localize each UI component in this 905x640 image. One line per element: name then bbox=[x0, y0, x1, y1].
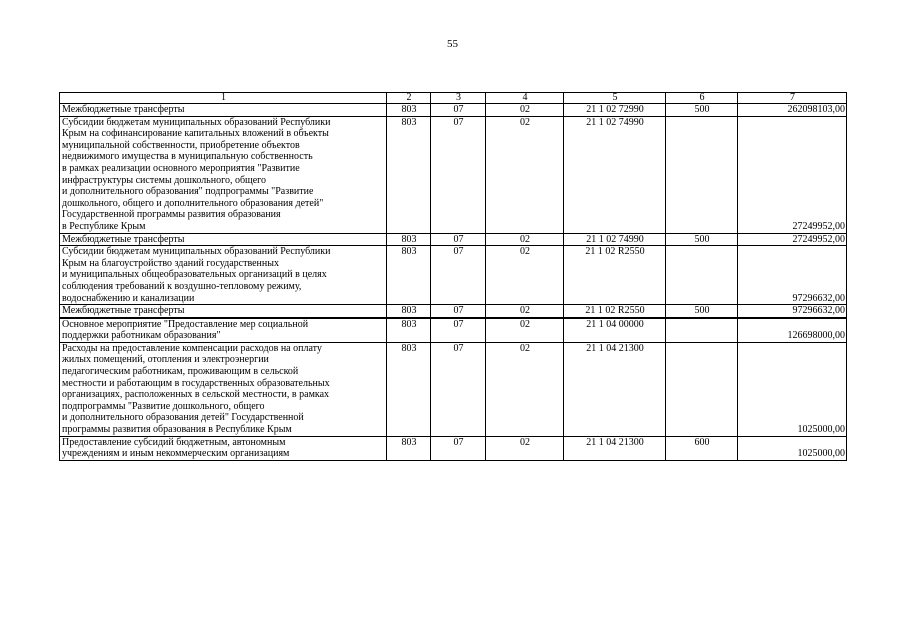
column-header: 3 bbox=[431, 93, 486, 104]
table-row bbox=[60, 116, 847, 233]
row-ministry: 803 bbox=[387, 246, 431, 305]
row-amount: 97296632,00 bbox=[738, 305, 847, 318]
row-name: Межбюджетные трансферты bbox=[60, 233, 387, 246]
table-row bbox=[60, 305, 847, 318]
row-subsection: 02 bbox=[486, 233, 564, 246]
column-header: 5 bbox=[564, 93, 666, 104]
row-type: 500 bbox=[666, 104, 738, 117]
row-amount: 126698000,00 bbox=[738, 318, 847, 343]
column-header: 6 bbox=[666, 93, 738, 104]
table-row bbox=[60, 318, 847, 343]
row-section: 07 bbox=[431, 342, 486, 436]
row-target: 21 1 02 74990 bbox=[564, 233, 666, 246]
row-subsection: 02 bbox=[486, 305, 564, 318]
row-subsection: 02 bbox=[486, 116, 564, 233]
row-target: 21 1 02 R2550 bbox=[564, 305, 666, 318]
row-type bbox=[666, 246, 738, 305]
row-subsection: 02 bbox=[486, 246, 564, 305]
row-amount: 27249952,00 bbox=[738, 233, 847, 246]
row-name: Субсидии бюджетам муниципальных образований Республики Крым на софинансирование капитальных вложений в объекты муниципальной собственности, приобретение объектов недвижимого имущества в муниципальную собственность в рамках реализации основного мероприятия "Развитие инфраструктуры системы дошкольного, общего и дополнительного образования" подпрограммы "Развитие дошкольного, общего и дополнительного образования детей" Государственной программы развития образования в Республике Крым bbox=[60, 116, 387, 233]
row-type bbox=[666, 342, 738, 436]
row-type: 500 bbox=[666, 233, 738, 246]
row-type: 600 bbox=[666, 436, 738, 460]
row-type bbox=[666, 116, 738, 233]
row-type bbox=[666, 318, 738, 343]
column-header: 2 bbox=[387, 93, 431, 104]
row-section: 07 bbox=[431, 318, 486, 343]
row-amount: 1025000,00 bbox=[738, 342, 847, 436]
table-row bbox=[60, 233, 847, 246]
row-amount: 97296632,00 bbox=[738, 246, 847, 305]
table-row bbox=[60, 342, 847, 436]
column-header: 4 bbox=[486, 93, 564, 104]
row-ministry: 803 bbox=[387, 116, 431, 233]
row-target: 21 1 04 21300 bbox=[564, 436, 666, 460]
page-number: 55 bbox=[447, 38, 458, 50]
row-section: 07 bbox=[431, 436, 486, 460]
row-section: 07 bbox=[431, 246, 486, 305]
row-name: Расходы на предоставление компенсации расходов на оплату жилых помещений, отопления и электроэнергии педагогическим работникам, проживающим в сельской местности и работающим в государственных образовательных организациях, расположенных в сельской местности, в рамках подпрограммы "Развитие дошкольного, общего и дополнительного образования детей" Государственной программы развития образования в Республике Крым bbox=[60, 342, 387, 436]
row-amount: 1025000,00 bbox=[738, 436, 847, 460]
row-section: 07 bbox=[431, 104, 486, 117]
row-name: Межбюджетные трансферты bbox=[60, 305, 387, 318]
row-ministry: 803 bbox=[387, 318, 431, 343]
row-name: Основное мероприятие "Предоставление мер социальной поддержки работникам образования" bbox=[60, 318, 387, 343]
row-ministry: 803 bbox=[387, 436, 431, 460]
row-section: 07 bbox=[431, 233, 486, 246]
row-ministry: 803 bbox=[387, 233, 431, 246]
row-amount: 262098103,00 bbox=[738, 104, 847, 117]
row-target: 21 1 02 R2550 bbox=[564, 246, 666, 305]
row-target: 21 1 04 00000 bbox=[564, 318, 666, 343]
table-header-row bbox=[60, 93, 847, 104]
row-target: 21 1 02 72990 bbox=[564, 104, 666, 117]
row-amount: 27249952,00 bbox=[738, 116, 847, 233]
row-subsection: 02 bbox=[486, 104, 564, 117]
row-type: 500 bbox=[666, 305, 738, 318]
row-subsection: 02 bbox=[486, 436, 564, 460]
column-header: 7 bbox=[738, 93, 847, 104]
row-name: Предоставление субсидий бюджетным, автономным учреждениям и иным некоммерческим организациям bbox=[60, 436, 387, 460]
table-row bbox=[60, 104, 847, 117]
row-ministry: 803 bbox=[387, 104, 431, 117]
row-subsection: 02 bbox=[486, 342, 564, 436]
row-section: 07 bbox=[431, 305, 486, 318]
budget-table bbox=[59, 92, 847, 461]
table-row bbox=[60, 436, 847, 460]
row-name: Субсидии бюджетам муниципальных образований Республики Крым на благоустройство зданий государственных и муниципальных общеобразовательных организаций в целях соблюдения требований к воздушно-тепловому режиму, водоснабжению и канализации bbox=[60, 246, 387, 305]
row-target: 21 1 04 21300 bbox=[564, 342, 666, 436]
table-row bbox=[60, 246, 847, 305]
row-ministry: 803 bbox=[387, 305, 431, 318]
row-section: 07 bbox=[431, 116, 486, 233]
row-target: 21 1 02 74990 bbox=[564, 116, 666, 233]
row-name: Межбюджетные трансферты bbox=[60, 104, 387, 117]
row-subsection: 02 bbox=[486, 318, 564, 343]
row-ministry: 803 bbox=[387, 342, 431, 436]
column-header: 1 bbox=[60, 93, 387, 104]
